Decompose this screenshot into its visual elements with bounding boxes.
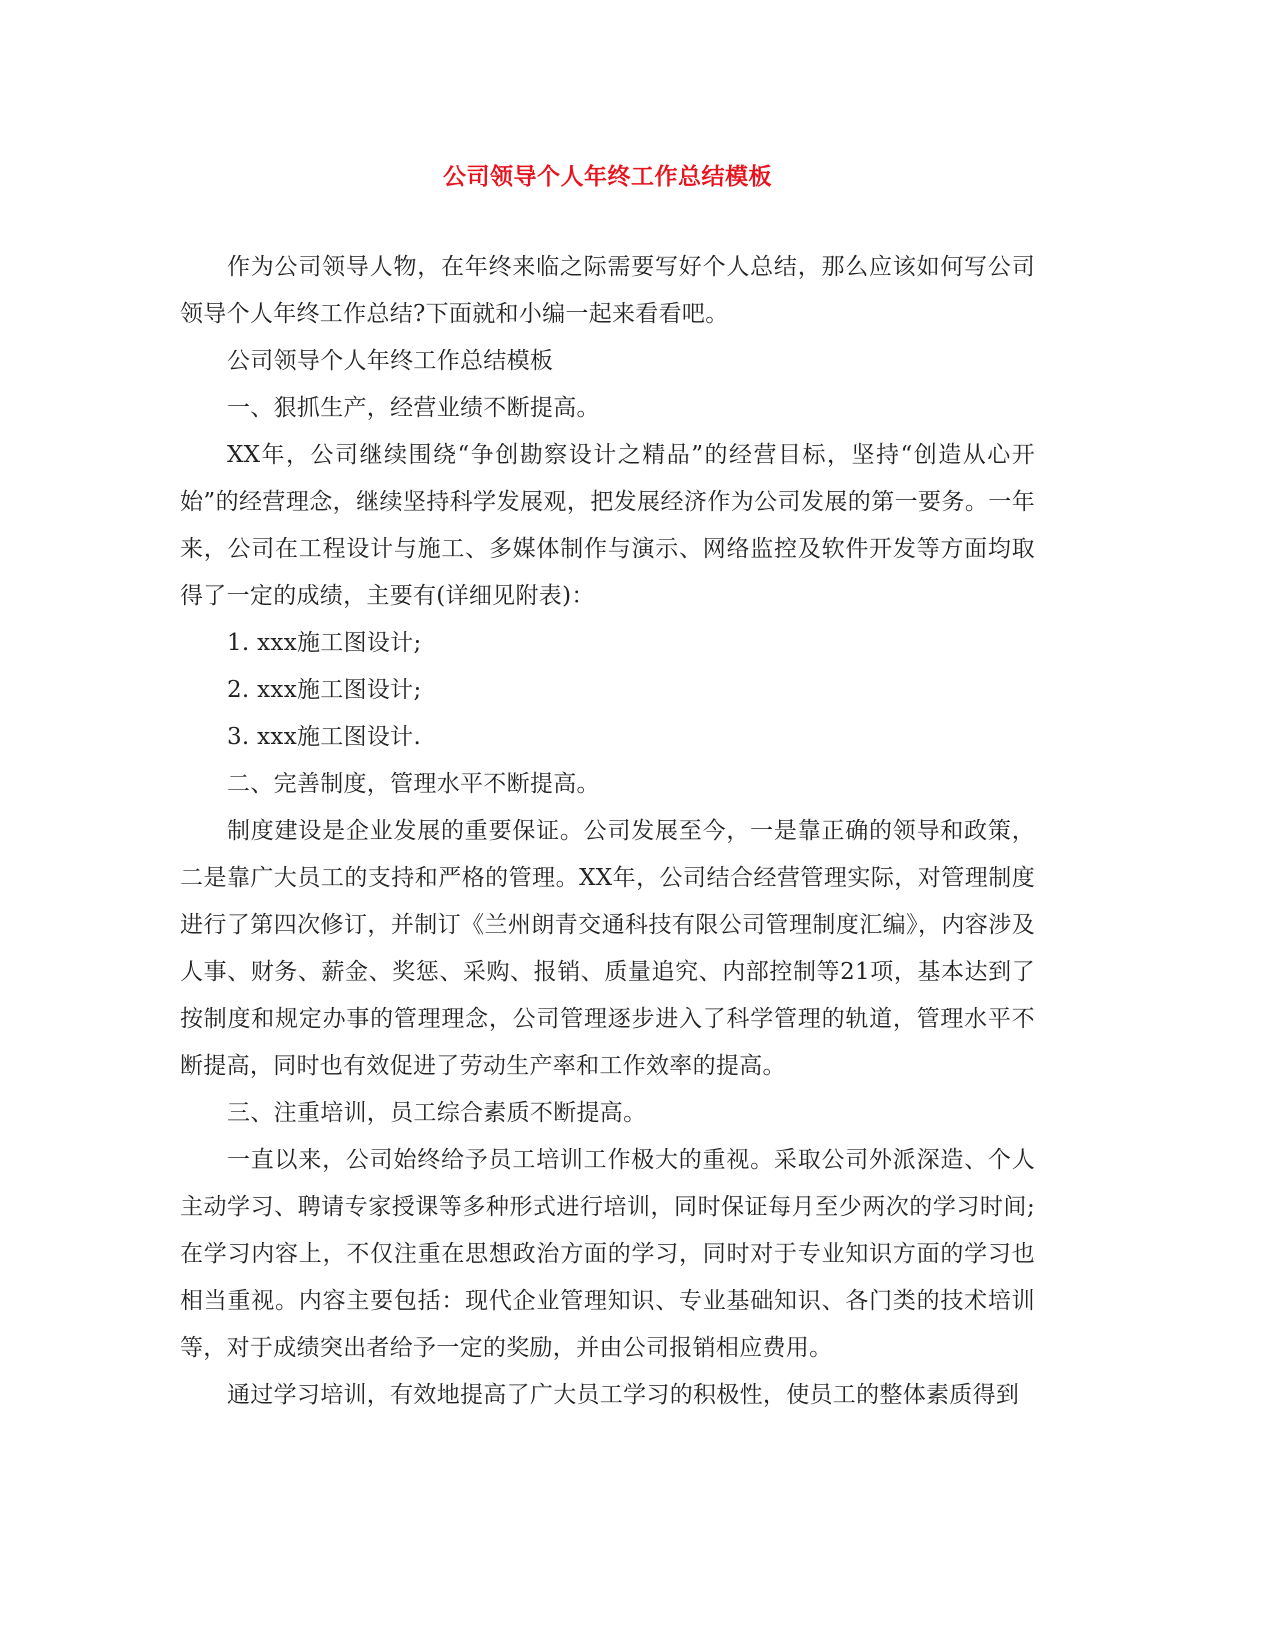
section-heading-1: 一、狠抓生产，经营业绩不断提高。 [227,395,600,421]
paragraph-section-2: 制度建设是企业发展的重要保证。公司发展至今，一是靠正确的领导和政策，二是靠广大员工的支持和严格的管理。XX年，公司结合经营管理实际，对管理制度进行了第四次修订，并制订《兰州朗青交通科技有限公司管理制度汇编》，内容涉及人事、财务、薪金、奖惩、采购、报销、质量追究、内部控制等21项，基本达到了按制度和规定办事的管理理念，公司管理逐步进入了科学管理的轨道，管理水平不断提高，同时也有效促进了劳动生产率和工作效率的提高。 [180,818,1035,1079]
paragraph-subtitle: 公司领导个人年终工作总结模板 [227,348,554,374]
section-heading-3: 三、注重培训，员工综合素质不断提高。 [227,1100,647,1126]
paragraph-section-1: XX年，公司继续围绕“争创勘察设计之精品”的经营目标，坚持“创造从心开始”的经营理念，继续坚持科学发展观，把发展经济作为公司发展的第一要务。一年来，公司在工程设计与施工、多媒体制作与演示、网络监控及软件开发等方面均取得了一定的成绩，主要有(详细见附表)： [180,442,1035,609]
document-body [180,244,1035,1419]
document-title: 公司领导个人年终工作总结模板 [443,164,772,190]
list-item-3: 3. xxx施工图设计. [227,724,422,750]
paragraph-section-3-cont: 通过学习培训，有效地提高了广大员工学习的积极性，使员工的整体素质得到 [227,1382,1020,1408]
list-item-2: 2. xxx施工图设计; [227,677,422,703]
list-item-1: 1. xxx施工图设计; [227,630,422,656]
section-heading-2: 二、完善制度，管理水平不断提高。 [227,771,600,797]
paragraph-intro: 作为公司领导人物，在年终来临之际需要写好个人总结，那么应该如何写公司领导个人年终工作总结?下面就和小编一起来看看吧。 [180,254,1035,327]
paragraph-section-3: 一直以来，公司始终给予员工培训工作极大的重视。采取公司外派深造、个人主动学习、聘请专家授课等多种形式进行培训，同时保证每月至少两次的学习时间;在学习内容上，不仅注重在思想政治方面的学习，同时对于专业知识方面的学习也相当重视。内容主要包括：现代企业管理知识、专业基础知识、各门类的技术培训等，对于成绩突出者给予一定的奖励，并由公司报销相应费用。 [180,1147,1035,1361]
